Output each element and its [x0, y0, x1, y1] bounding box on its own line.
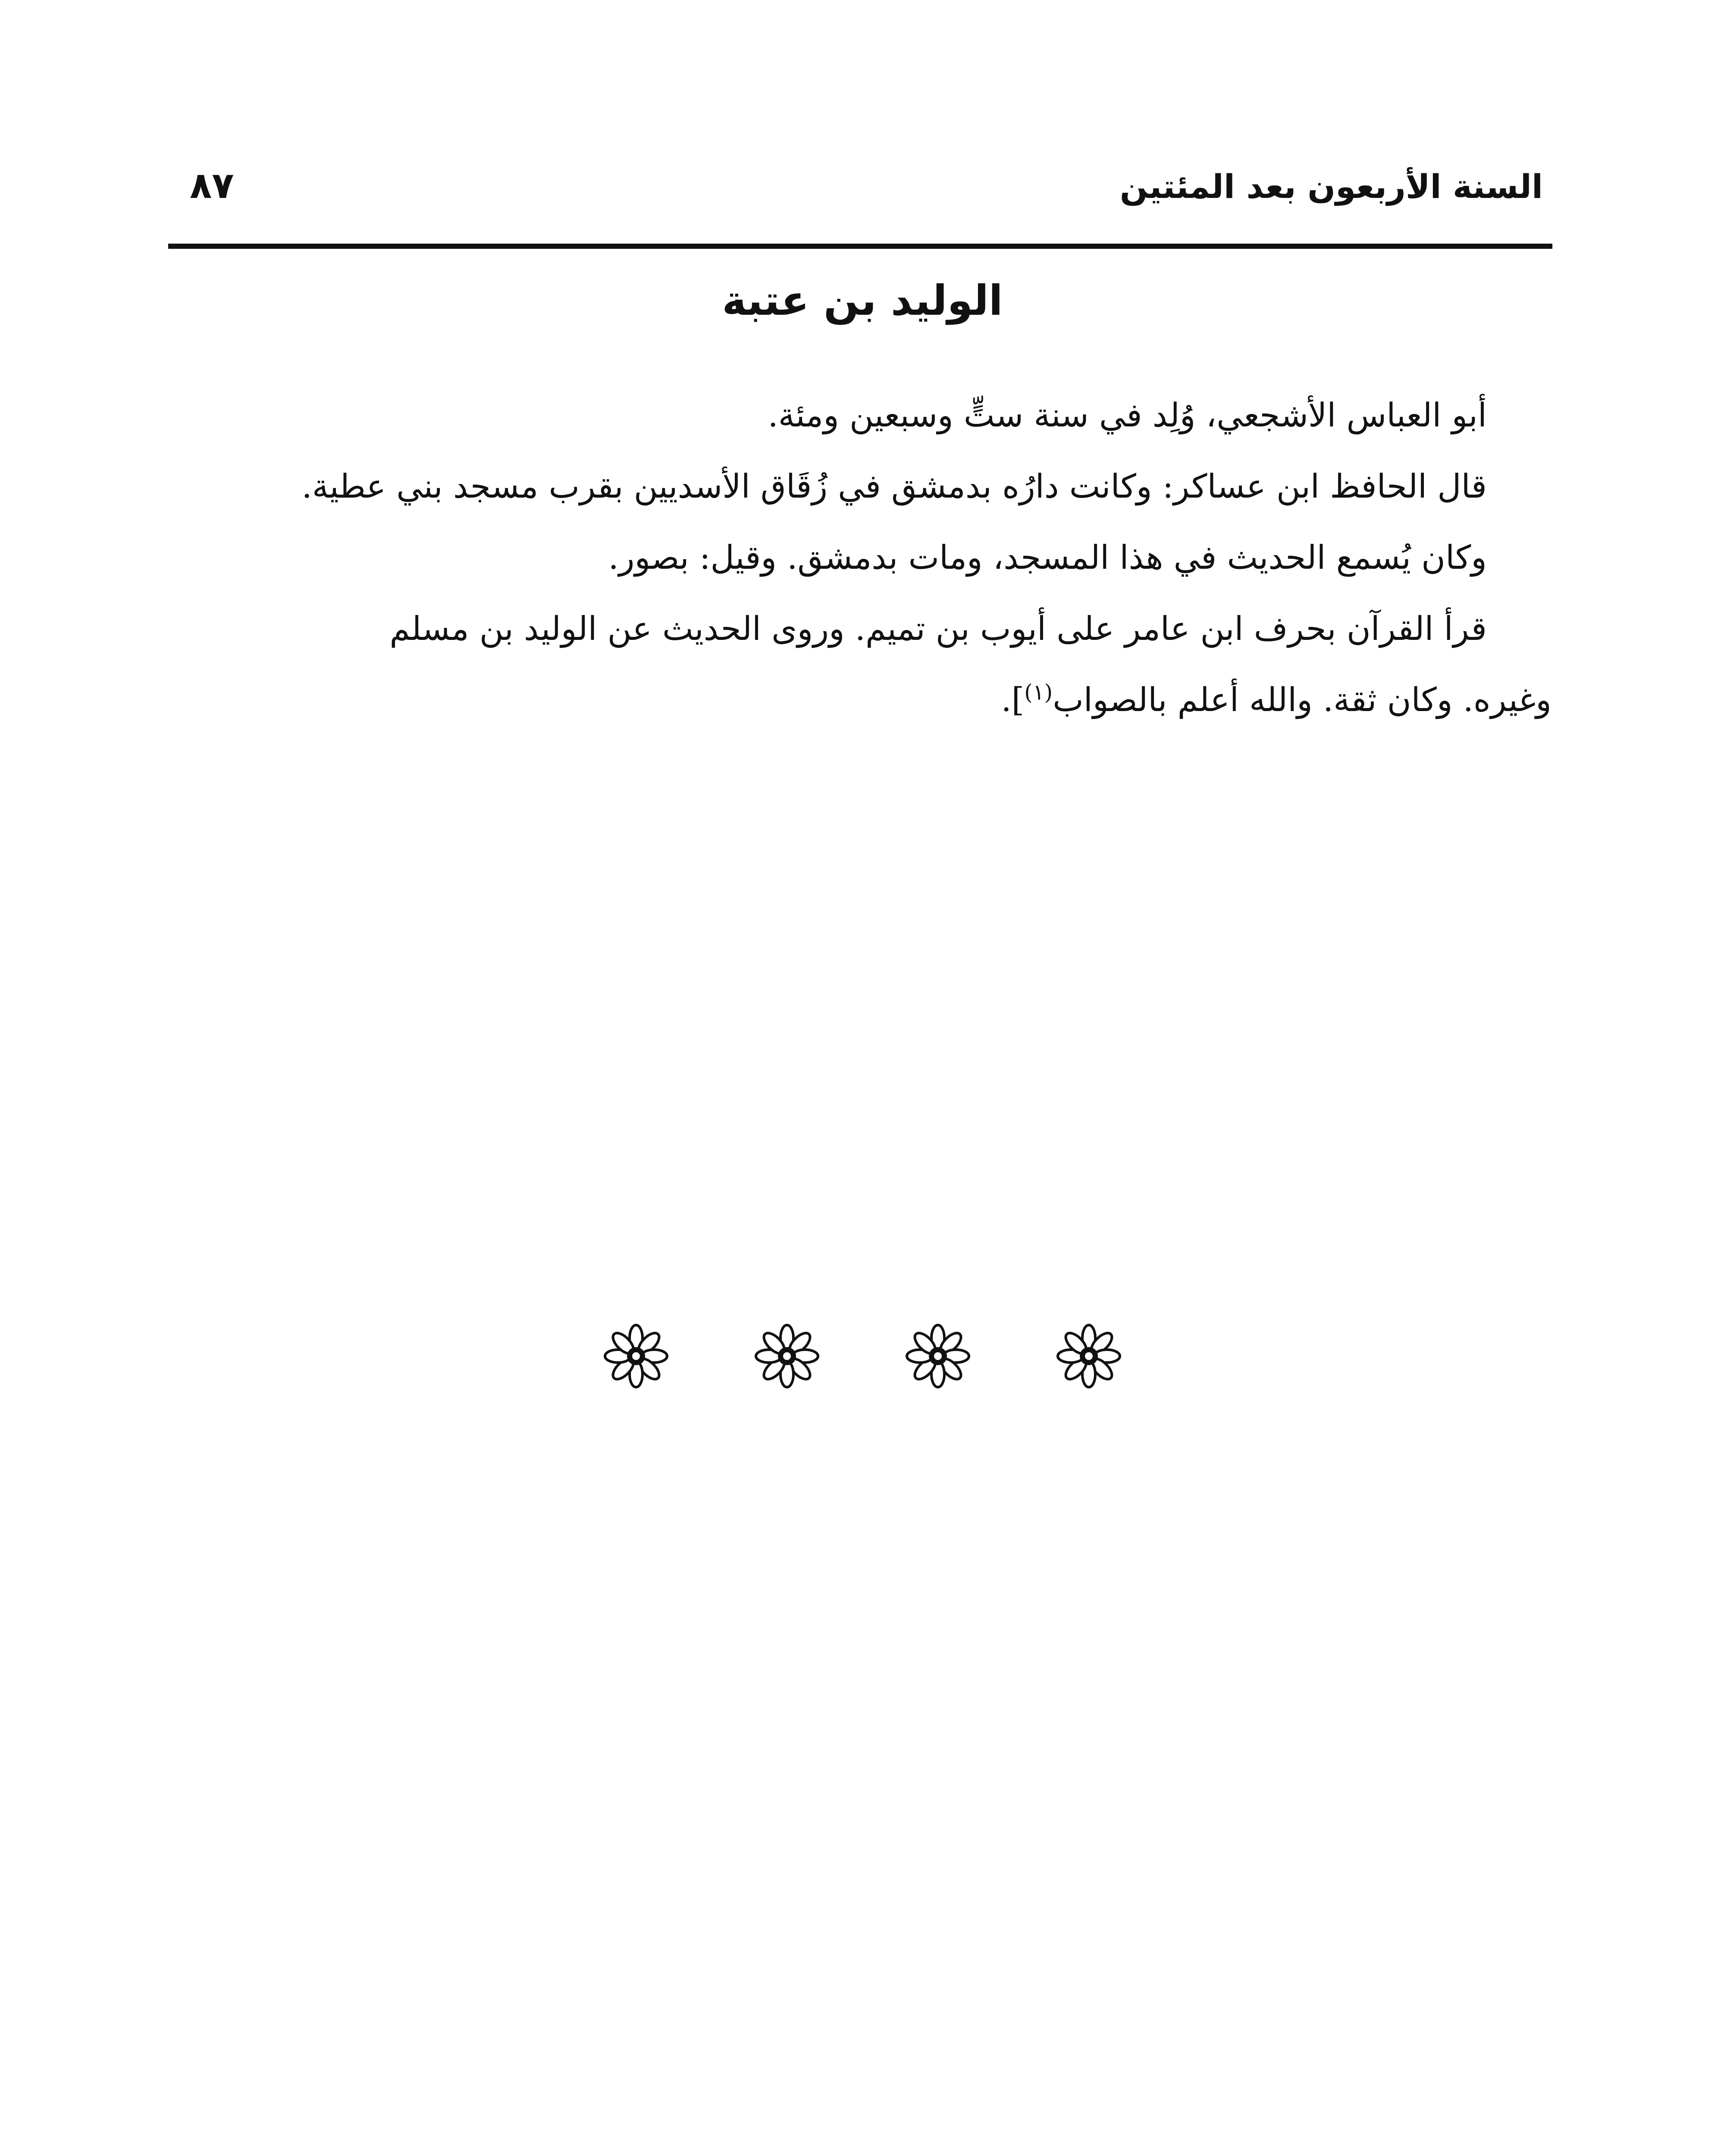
page-number: ٨٧ [190, 164, 234, 207]
section-title: الوليد بن عتبة [722, 276, 1003, 325]
flower-ornament-icon [604, 1324, 668, 1388]
flower-ornament-icon [1056, 1324, 1121, 1388]
paragraph-3 [168, 522, 1552, 593]
paragraph-last-line [168, 664, 1552, 735]
header-rule [168, 244, 1552, 249]
section-separator [604, 1324, 1121, 1388]
paragraph-line-text: وغيره. وكان ثقة. والله أعلم بالصواب [1053, 680, 1552, 719]
paragraph-line: أبو العباس الأشجعي، وُلِد في سنة ستٍّ وسبعين ومئة. [768, 396, 1487, 434]
running-title: السنة الأربعون بعد المئتين [1119, 167, 1543, 206]
flower-ornament-icon [906, 1324, 970, 1388]
bracket-close: ]. [1001, 680, 1025, 719]
paragraph-line: قال الحافظ ابن عساكر: وكانت دارُه بدمشق في زُقَاق الأسديين بقرب مسجد بني عطية. [301, 467, 1487, 505]
paragraph-line: قرأ القرآن بحرف ابن عامر على أيوب بن تميم. وروى الحديث عن الوليد بن مسلم [389, 609, 1487, 648]
paragraph-1 [168, 379, 1552, 451]
paragraph-4 [168, 593, 1552, 735]
flower-ornament-icon [755, 1324, 819, 1388]
paragraph-2 [168, 451, 1552, 522]
paragraph-line: وكان يُسمع الحديث في هذا المسجد، ومات بدمشق. وقيل: بصور. [608, 538, 1487, 577]
body-text [168, 379, 1552, 735]
footnote-reference: (١) [1024, 680, 1053, 705]
